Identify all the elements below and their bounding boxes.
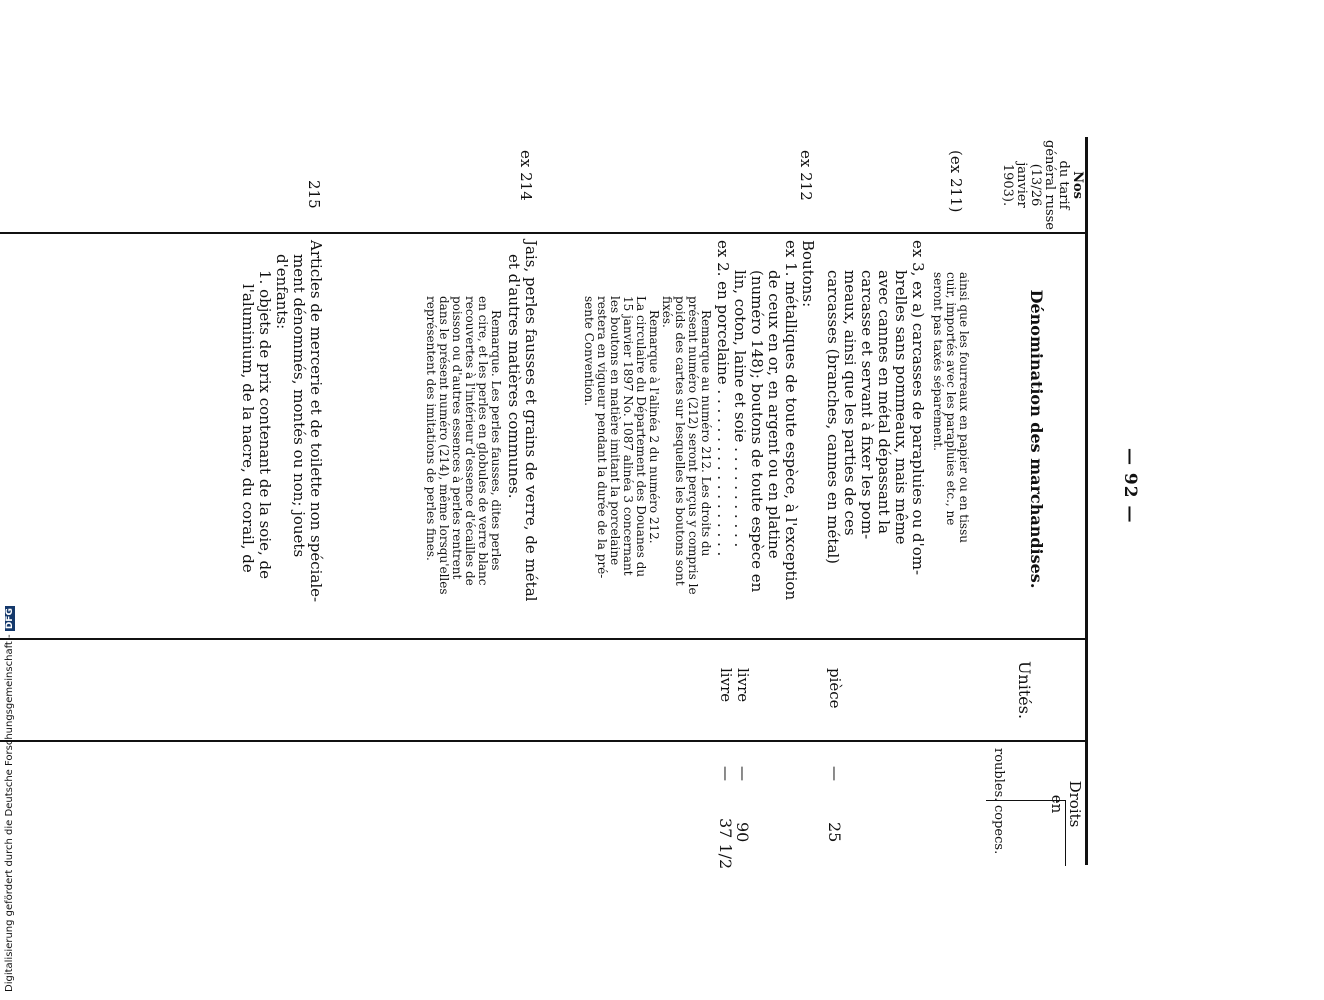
note-line: Remarque au numéro 212. Les droits du [699,310,713,557]
row-215-text [239,240,324,602]
header-col-number [1000,140,1084,230]
copecs-37-half: 37 1/2 [716,818,735,870]
text-line: Articles de mercerie et de toilette non spéciale- [307,240,325,603]
text-line: brelles sans pommeaux, mais même [892,270,910,545]
header-unites: Unités. [1015,660,1034,720]
note-line: présent numéro (212) seront perçus y compris le [686,296,700,595]
text-line: ex 3, ex a) carcasses de parapluies ou d'om- [909,240,927,576]
copecs-25: 25 [825,822,844,843]
note-line: recouvertes à l'intérieur d'essence d'écailles de [463,296,477,586]
rule-after-col1 [0,232,1088,234]
header-date: (13/26 janvier [1014,162,1043,208]
row-number-215: 215 [305,180,323,209]
note-line: dans le présent numéro (214), même lorsqu'elles [437,296,451,595]
row-ex214-text [505,240,539,601]
header-en: en [1048,794,1066,814]
header-copecs: copecs. [991,805,1006,855]
note-line: en cire, et les perles en globules de verre blanc [476,296,490,586]
text-line: carcasses (branches, cannes en métal) [824,270,842,565]
header-year: 1903). [1000,163,1015,207]
note-line: poids des cartes sur lesquelles les boutons sont [673,296,687,586]
text-line: cuir, importés avec les parapluies etc., ne [944,272,958,526]
roubles-dash-2: — [717,766,735,781]
text-line: seront pas taxés séparément. [931,272,945,451]
roubles-dash-1: — [734,766,752,781]
text-line: avec cannes en métal dépassant la [875,270,893,534]
text-line: d'enfants: [273,254,291,330]
row-number-ex212: ex 212 [797,150,815,201]
note-line: 15 janvier 1897 No. 1087 alinéa 3 concernant [621,296,635,576]
header-general-russe: général russe [1042,140,1057,230]
dfg-logo: DFG [5,608,15,630]
header-du-tarif: du tarif [1056,160,1071,210]
table-top-rule [1085,137,1088,865]
digitization-credit [4,606,15,992]
notes-212 [582,296,712,595]
note-line: poisson ou d'autres essences à perles rentrent [450,296,464,580]
row-number-ex214: ex 214 [517,150,535,201]
text-line: Boutons: [799,240,817,308]
note-line: Remarque à l'alinéa 2 du numéro 212. [647,310,661,544]
text-line: de ceux en or, en argent ou en platine [765,270,783,559]
text-line: ment dénommés, montés ou non; jouets [290,254,308,558]
credit-text: Digitalisierung gefördert durch die Deutsche Forschungsgemeinschaft - [4,634,15,992]
text-line: Jais, perles fausses et grains de verre, de métal [522,240,540,602]
note-line: sente Convention. [582,296,596,406]
note-line: représentent des imitations de perles fines. [424,296,438,561]
note-line: fixés. [660,296,674,328]
text-line: (numéro 148); boutons de toute espèce en [748,270,766,593]
header-denomination: Dénomination des marchandises. [1027,289,1046,589]
text-line: ex 2. en porcelaine . . . . . . . . . . . . . . . . . . [714,240,732,557]
text-line: ex 1. métalliques de toute espèce, à l'exception [782,240,800,601]
text-line: et d'autres matières communes. [505,254,523,499]
text-line: lin, coton, laine et soie . . . . . . . . . . . [731,270,749,548]
header-droits: Droits [1066,780,1084,828]
row-ex3-text [824,240,926,575]
note-line: les boutons en matière imitant la porcelaine [608,296,622,566]
rule-after-col2 [0,638,1088,640]
text-line: ainsi que les fourreaux en papier ou en tissu [957,272,971,543]
text-line: l'aluminium, de la nacre, du corail, de [239,284,257,573]
unit-livre-1: livre [734,668,752,703]
note-line: La circulaire du Département des Douanes du [634,296,648,578]
note-line: Remarque. Les perles fausses, dites perles [489,310,503,571]
note-line: restera en vigueur pendant la durée de la pré- [595,296,609,579]
text-line: carcasse et servant à fixer les pom- [858,270,876,540]
row-ex211-text [931,272,970,543]
row-ex212-text [714,240,816,600]
unit-livre-2: livre [717,668,735,703]
text-line: meaux, ainsi que les parties de ces [841,270,859,536]
unit-piece: pièce [826,668,844,709]
row-number-ex211: (ex 211) [947,150,965,213]
text-line: 1. objets de prix contenant de la soie, de [256,270,274,580]
page-number: — 92 — [1120,448,1140,524]
header-nos: Nos [1070,171,1085,199]
roubles-dash: — [826,766,844,781]
header-roubles: roubles. [991,748,1006,802]
copecs-90: 90 [733,822,752,843]
notes-214 [424,296,502,595]
rule-after-col3 [0,740,1088,742]
